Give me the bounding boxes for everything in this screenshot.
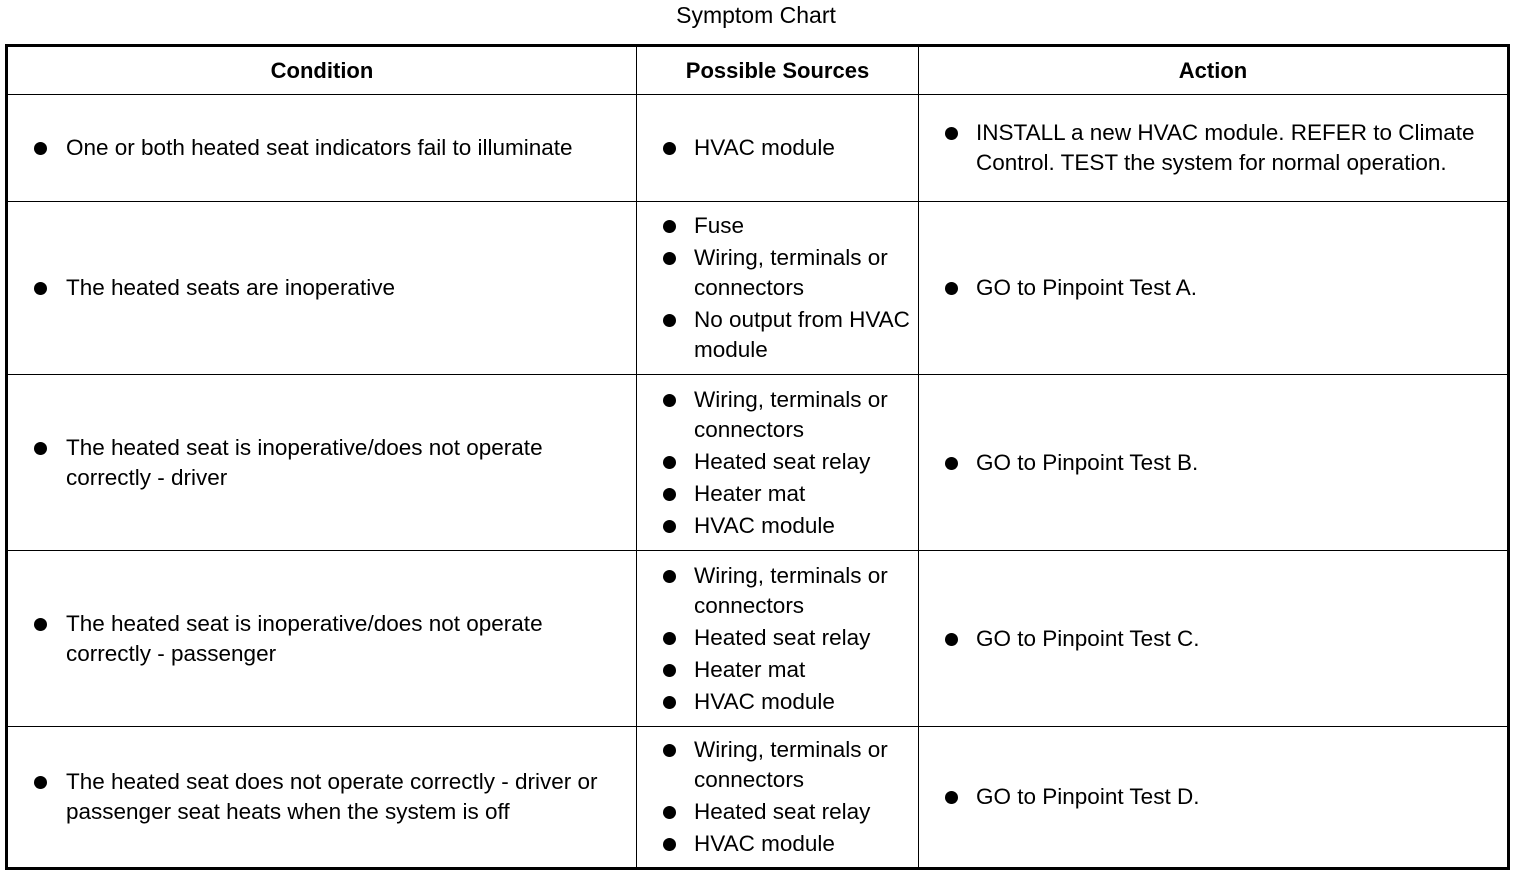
table-row — [7, 95, 1509, 202]
source-item: Heater mat — [637, 479, 918, 509]
action-text: GO to Pinpoint Test D. — [919, 782, 1507, 812]
source-item: Wiring, terminals or connectors — [637, 561, 918, 621]
condition-text: The heated seat is inoperative/does not operate correctly - driver — [8, 433, 636, 493]
sources-cell — [637, 375, 919, 551]
sources-cell — [637, 727, 919, 869]
condition-text: The heated seat does not operate correctly - driver or passenger seat heats when the system is off — [8, 767, 636, 827]
source-item: No output from HVAC module — [637, 305, 918, 365]
condition-cell — [7, 727, 637, 869]
table-row — [7, 375, 1509, 551]
action-cell — [919, 551, 1509, 727]
header-condition: Condition — [7, 46, 637, 95]
source-item: HVAC module — [637, 829, 918, 859]
condition-cell — [7, 375, 637, 551]
sources-cell — [637, 95, 919, 202]
symptom-table — [5, 44, 1510, 870]
action-text: GO to Pinpoint Test B. — [919, 448, 1507, 478]
source-item: HVAC module — [637, 687, 918, 717]
source-item: HVAC module — [637, 511, 918, 541]
header-possible-sources: Possible Sources — [637, 46, 919, 95]
action-cell — [919, 727, 1509, 869]
action-text: INSTALL a new HVAC module. REFER to Climate Control. TEST the system for normal operation. — [919, 118, 1507, 178]
chart-title: Symptom Chart — [676, 2, 836, 28]
header-action: Action — [919, 46, 1509, 95]
source-item: Wiring, terminals or connectors — [637, 385, 918, 445]
table-row — [7, 727, 1509, 869]
source-item: Heated seat relay — [637, 797, 918, 827]
table-row — [7, 551, 1509, 727]
header-row — [7, 46, 1509, 95]
action-text: GO to Pinpoint Test A. — [919, 273, 1507, 303]
source-item: Wiring, terminals or connectors — [637, 735, 918, 795]
sources-cell — [637, 202, 919, 375]
source-item: Heated seat relay — [637, 447, 918, 477]
condition-cell — [7, 202, 637, 375]
action-cell — [919, 202, 1509, 375]
action-cell — [919, 375, 1509, 551]
condition-cell — [7, 95, 637, 202]
source-item: HVAC module — [637, 133, 918, 163]
action-cell — [919, 95, 1509, 202]
condition-text: The heated seats are inoperative — [8, 273, 636, 303]
source-item: Fuse — [637, 211, 918, 241]
source-item: Heated seat relay — [637, 623, 918, 653]
condition-cell — [7, 551, 637, 727]
action-text: GO to Pinpoint Test C. — [919, 624, 1507, 654]
source-item: Wiring, terminals or connectors — [637, 243, 918, 303]
table-row — [7, 202, 1509, 375]
condition-text: One or both heated seat indicators fail to illuminate — [8, 133, 636, 163]
source-item: Heater mat — [637, 655, 918, 685]
condition-text: The heated seat is inoperative/does not operate correctly - passenger — [8, 609, 636, 669]
sources-cell — [637, 551, 919, 727]
